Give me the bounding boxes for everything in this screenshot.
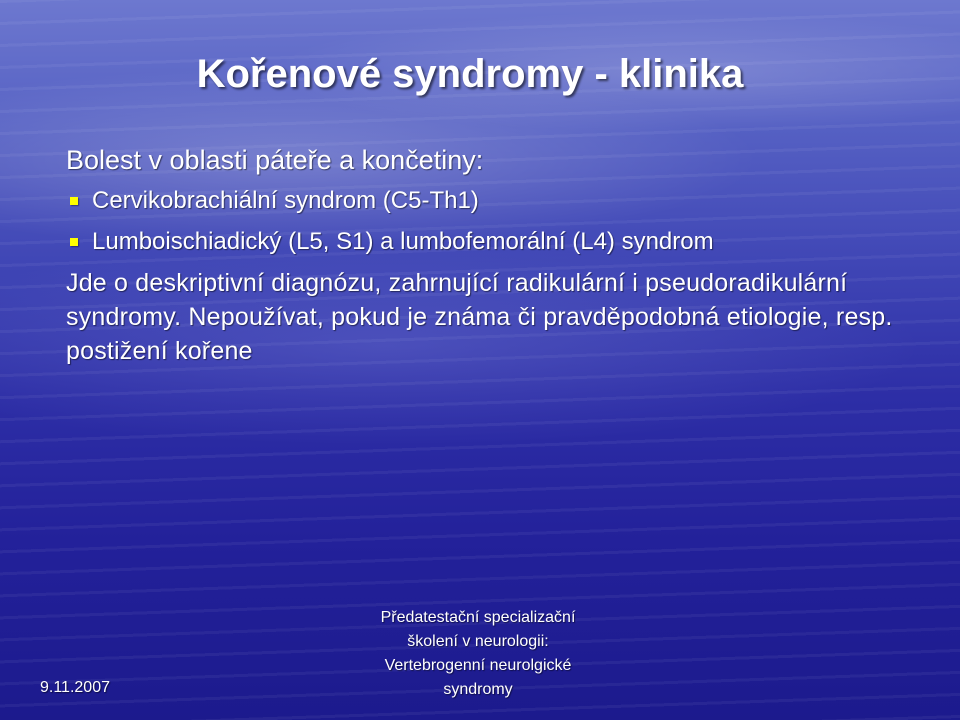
square-bullet-icon [70,197,78,205]
square-bullet-icon [70,238,78,246]
bullet-item [66,221,946,262]
slide-footer [338,606,618,702]
footer-line: Vertebrogenní neurolgické [384,657,572,674]
footer-line: syndromy [443,681,513,698]
bullet-list [66,180,946,262]
lead-text: Bolest v oblasti páteře a končetiny: [66,145,484,175]
slide-title: Kořenové syndromy - klinika [196,52,744,96]
footer-line: školení v neurologii: [407,633,549,650]
bullet-item [66,180,946,221]
slide-content [66,140,946,368]
bullet-text: Lumboischiadický (L5, S1) a lumbofemorální (L4) syndrom [92,228,714,255]
description-paragraph: Jde o deskriptivní diagnózu, zahrnující radikulární i pseudoradikulární syndromy. Nepoužívat, pokud je známa či pravděpodobná etiologie, resp. postižení kořene [66,269,893,365]
bullet-text: Cervikobrachiální syndrom (C5-Th1) [92,187,479,214]
footer-line: Předatestační specializační [380,609,576,626]
slide-date: 9.11.2007 [40,679,110,696]
